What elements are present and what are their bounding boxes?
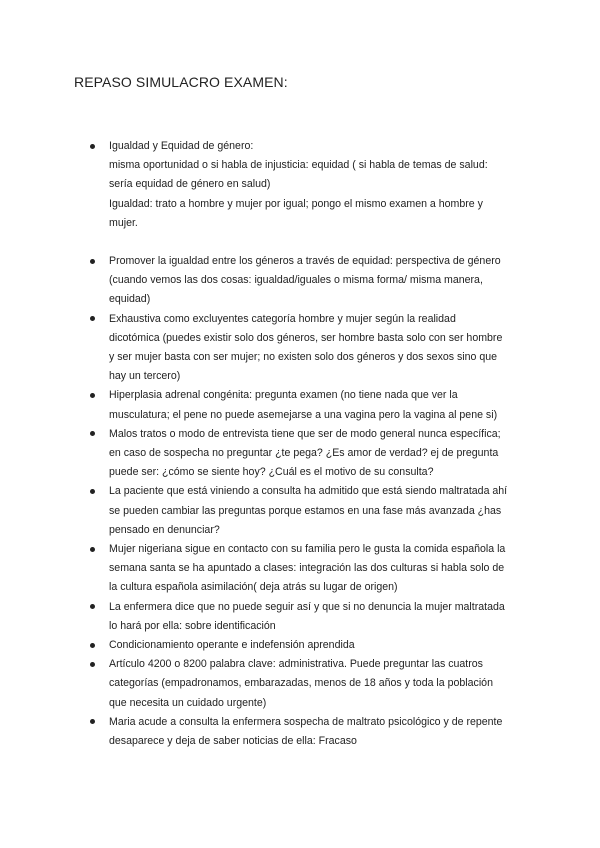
bullet-dot-icon bbox=[90, 489, 95, 494]
bullet-text-line: misma oportunidad o si habla de injusticia: equidad ( si habla de temas de salud: bbox=[109, 159, 488, 172]
bullet-text-line: (cuando vemos las dos cosas: igualdad/iguales o misma forma/ misma manera, bbox=[109, 274, 483, 287]
bullet-text-line: categorías (empadronamos, embarazadas, menos de 18 años y toda la población bbox=[109, 677, 493, 690]
bullet-text-line: hay un tercero) bbox=[109, 370, 181, 383]
bullet-dot-icon bbox=[90, 259, 95, 264]
bullet-dot-icon bbox=[90, 547, 95, 552]
bullet-item bbox=[0, 425, 600, 483]
bullet-text-line: Condicionamiento operante e indefensión aprendida bbox=[109, 639, 355, 652]
bullet-text-line: La enfermera dice que no puede seguir así y que si no denuncia la mujer maltratada bbox=[109, 600, 505, 613]
bullet-text-line: Mujer nigeriana sigue en contacto con su familia pero le gusta la comida española la bbox=[109, 543, 506, 556]
bullet-item bbox=[0, 252, 600, 310]
bullet-text-line: y ser mujer basta con ser mujer; no existen solo dos géneros y dos sexos sino que bbox=[109, 351, 498, 364]
bullet-text-line: puede ser: ¿cómo se siente hoy? ¿Cuál es el motivo de su consulta? bbox=[109, 466, 434, 479]
bullet-dot-icon bbox=[90, 643, 95, 648]
bullet-item bbox=[0, 482, 600, 540]
bullet-text-line: equidad) bbox=[109, 293, 151, 306]
bullet-text-line: Artículo 4200 o 8200 palabra clave: administrativa. Puede preguntar las cuatros bbox=[109, 658, 483, 671]
bullet-text-line: que necesita un cuidado urgente) bbox=[109, 696, 267, 709]
bullet-item bbox=[0, 540, 600, 598]
bullet-dot-icon bbox=[90, 393, 95, 398]
bullet-text-line: pensado en denunciar? bbox=[109, 523, 220, 536]
bullet-text-line: sería equidad de género en salud) bbox=[109, 178, 271, 191]
bullet-text-line: musculatura; el pene no puede asemejarse a una vagina pero la vagina al pene si) bbox=[109, 408, 498, 421]
document-title: REPASO SIMULACRO EXAMEN: bbox=[74, 74, 288, 90]
bullet-text-line: mujer. bbox=[109, 216, 138, 229]
bullet-text-line: en caso de sospecha no preguntar ¿te pega? ¿Es amor de verdad? ej de pregunta bbox=[109, 447, 499, 460]
bullet-text-line: lo hará por ella: sobre identificación bbox=[109, 619, 276, 632]
bullet-text-line: se pueden cambiar las preguntas porque estamos en una fase más avanzada ¿has bbox=[109, 504, 502, 517]
bullet-item bbox=[0, 310, 600, 387]
bullet-text-line: semana santa se ha apuntado a clases: integración las dos culturas si habla solo de bbox=[109, 562, 505, 575]
bullet-item bbox=[0, 137, 600, 233]
bullet-dot-icon bbox=[90, 604, 95, 609]
bullet-text-line: Promover la igualdad entre los géneros a través de equidad: perspectiva de género bbox=[109, 255, 501, 268]
bullet-item bbox=[0, 713, 600, 751]
bullet-item bbox=[0, 655, 600, 713]
bullet-item bbox=[0, 386, 600, 424]
bullet-text-line: Maria acude a consulta la enfermera sospecha de maltrato psicológico y de repente bbox=[109, 715, 503, 728]
bullet-text-line: Malos tratos o modo de entrevista tiene que ser de modo general nunca específica; bbox=[109, 427, 501, 440]
bullet-text-line: Hiperplasia adrenal congénita: pregunta examen (no tiene nada que ver la bbox=[109, 389, 458, 402]
bullet-item bbox=[0, 598, 600, 636]
bullet-text-line: Igualdad: trato a hombre y mujer por igual; pongo el mismo examen a hombre y bbox=[109, 197, 483, 210]
bullet-text-line: la cultura española asimilación( deja atrás su lugar de origen) bbox=[109, 581, 398, 594]
bullet-list bbox=[0, 137, 600, 751]
bullet-text-line: Exhaustiva como excluyentes categoría hombre y mujer según la realidad bbox=[109, 312, 456, 325]
bullet-text-line: dicotómica (puedes existir solo dos géneros, ser hombre basta solo con ser hombre bbox=[109, 331, 503, 344]
bullet-text-line: desaparece y deja de saber noticias de ella: Fracaso bbox=[109, 735, 357, 748]
bullet-text-line: La paciente que está viniendo a consulta ha admitido que está siendo maltratada ahí bbox=[109, 485, 508, 498]
bullet-dot-icon bbox=[90, 316, 95, 321]
bullet-dot-icon bbox=[90, 144, 95, 149]
bullet-text-line: Igualdad y Equidad de género: bbox=[109, 140, 254, 152]
bullet-dot-icon bbox=[90, 662, 95, 667]
bullet-item bbox=[0, 636, 600, 655]
bullet-dot-icon bbox=[90, 431, 95, 436]
bullet-dot-icon bbox=[90, 719, 95, 724]
